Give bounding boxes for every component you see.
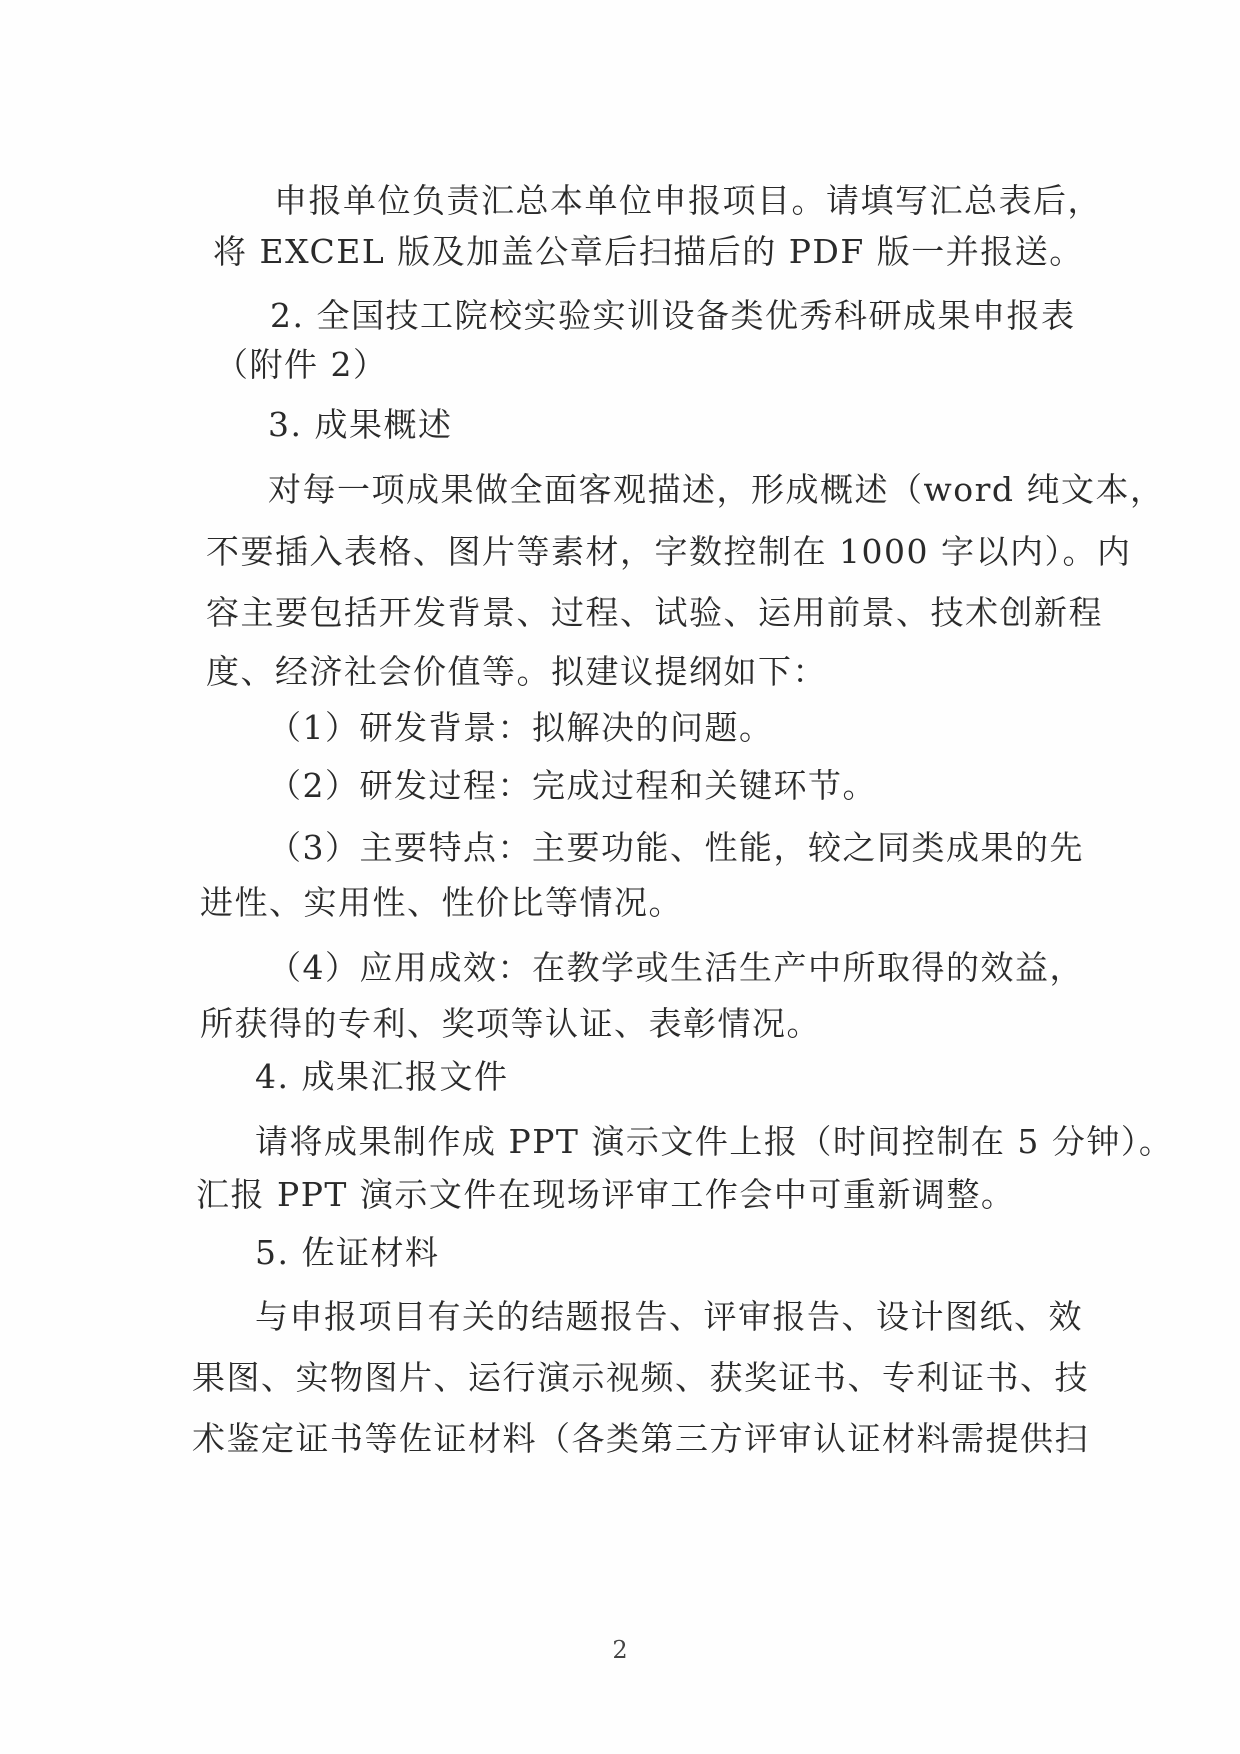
outline-item: （4）应用成效：在教学或生活生产中所取得的效益， [268,948,1084,987]
paragraph-line: 术鉴定证书等佐证材料（各类第三方评审认证材料需提供扫 [192,1419,1089,1458]
paragraph-line: 将 EXCEL 版及加盖公章后扫描后的 PDF 版一并报送。 [213,232,1084,271]
paragraph-line: 所获得的专利、奖项等认证、表彰情况。 [200,1004,821,1043]
paragraph-line: 申报单位负责汇总本单位申报项目。请填写汇总表后， [274,181,1102,220]
paragraph-line: 进性、实用性、性价比等情况。 [200,883,683,922]
paragraph-line: 汇报 PPT 演示文件在现场评审工作会中可重新调整。 [196,1175,1016,1214]
paragraph-line: 果图、实物图片、运行演示视频、获奖证书、专利证书、技 [192,1358,1089,1397]
paragraph-line: （附件 2） [215,345,388,384]
outline-item: （1）研发背景：拟解决的问题。 [268,708,774,747]
paragraph-line: 对每一项成果做全面客观描述，形成概述（word 纯文本， [268,470,1165,509]
numbered-item-heading: 2. 全国技工院校实验实训设备类优秀科研成果申报表 [270,296,1076,335]
paragraph-line: 度、经济社会价值等。拟建议提纲如下： [206,652,827,691]
paragraph-line: 不要插入表格、图片等素材，字数控制在 1000 字以内）。内 [206,532,1132,571]
paragraph-line: 容主要包括开发背景、过程、试验、运用前景、技术创新程 [206,593,1103,632]
section-heading: 3. 成果概述 [268,405,453,444]
page-number: 2 [612,1636,628,1664]
section-heading: 4. 成果汇报文件 [255,1057,509,1096]
paragraph-line: 请将成果制作成 PPT 演示文件上报（时间控制在 5 分钟）。 [255,1122,1174,1161]
paragraph-line: 与申报项目有关的结题报告、评审报告、设计图纸、效 [255,1297,1083,1336]
section-heading: 5. 佐证材料 [255,1233,440,1272]
outline-item: （3）主要特点：主要功能、性能，较之同类成果的先 [268,828,1084,867]
outline-item: （2）研发过程：完成过程和关键环节。 [268,766,877,805]
